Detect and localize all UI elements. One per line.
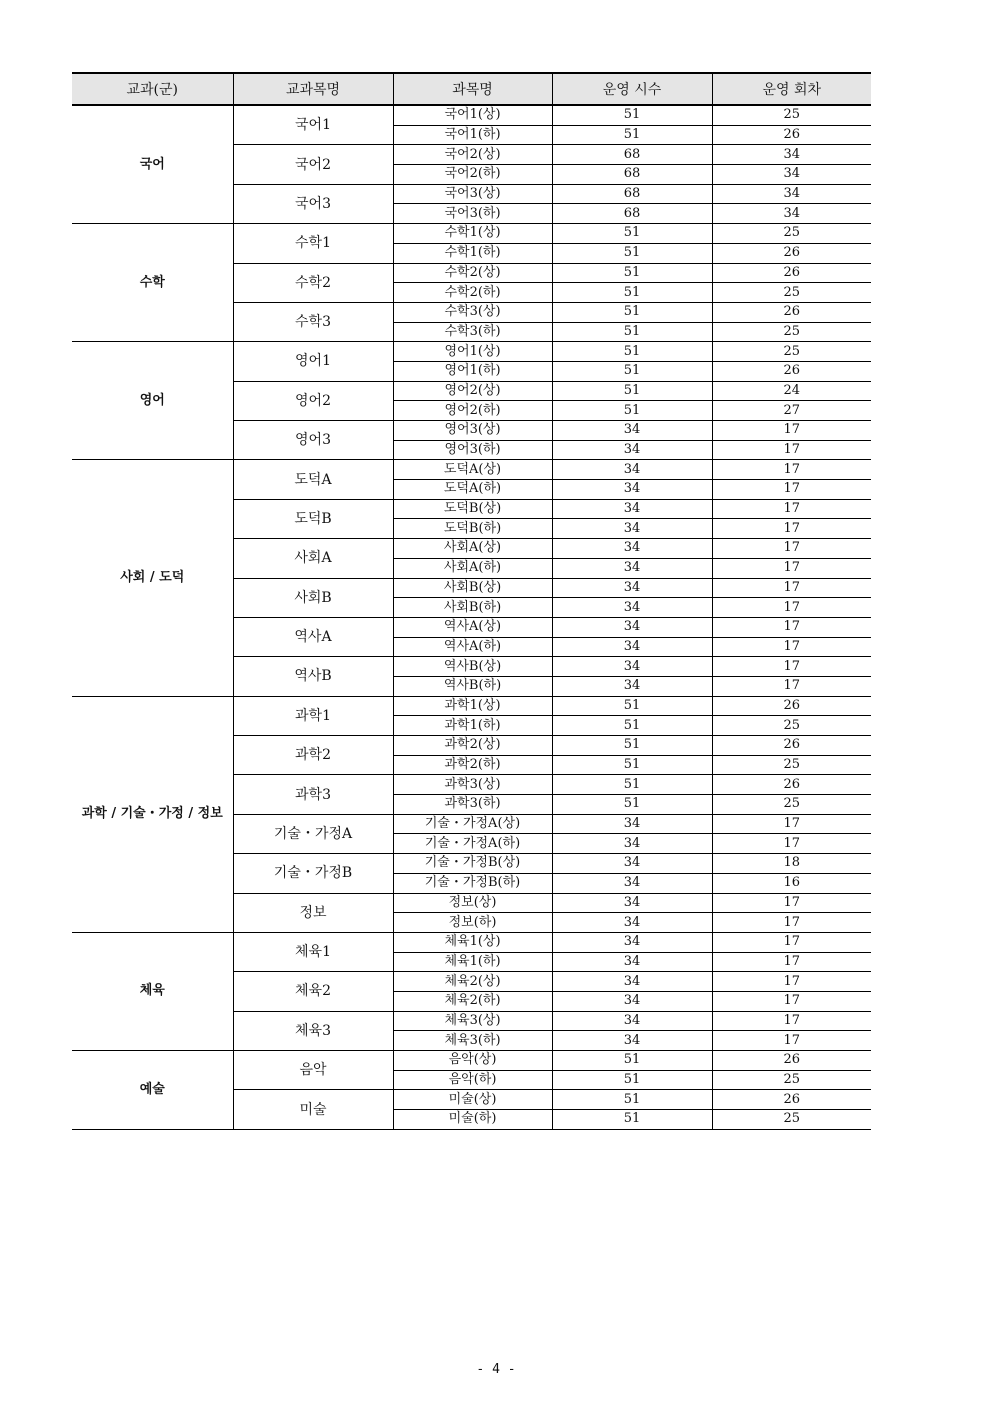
course-cell: 정보	[233, 893, 393, 932]
hours-cell: 51	[552, 775, 712, 795]
hours-cell: 34	[552, 598, 712, 618]
sessions-cell: 34	[712, 184, 871, 204]
hours-cell: 51	[552, 1090, 712, 1110]
group-cell: 국어	[72, 105, 233, 224]
course-cell: 도덕A	[233, 460, 393, 499]
table-row	[72, 460, 871, 480]
hours-cell: 34	[552, 932, 712, 952]
hours-cell: 51	[552, 263, 712, 283]
hours-cell: 51	[552, 243, 712, 263]
subject-cell: 사회A(상)	[393, 539, 552, 559]
sessions-cell: 17	[712, 558, 871, 578]
hours-cell: 34	[552, 637, 712, 657]
sessions-cell: 17	[712, 932, 871, 952]
course-cell: 체육1	[233, 932, 393, 971]
hours-cell: 51	[552, 736, 712, 756]
subject-cell: 역사A(상)	[393, 617, 552, 637]
sessions-cell: 25	[712, 105, 871, 125]
subject-cell: 도덕B(상)	[393, 499, 552, 519]
sessions-cell: 26	[712, 361, 871, 381]
course-cell: 음악	[233, 1051, 393, 1090]
subject-cell: 기술・가정B(하)	[393, 873, 552, 893]
group-cell: 수학	[72, 224, 233, 342]
hours-cell: 34	[552, 499, 712, 519]
course-cell: 과학1	[233, 696, 393, 735]
hours-cell: 68	[552, 184, 712, 204]
sessions-cell: 34	[712, 204, 871, 224]
sessions-cell: 25	[712, 322, 871, 342]
course-cell: 국어3	[233, 184, 393, 223]
sessions-cell: 17	[712, 480, 871, 500]
sessions-cell: 17	[712, 676, 871, 696]
hours-cell: 51	[552, 401, 712, 421]
subject-cell: 도덕B(하)	[393, 519, 552, 539]
sessions-cell: 25	[712, 716, 871, 736]
subject-cell: 국어2(상)	[393, 145, 552, 165]
sessions-cell: 17	[712, 952, 871, 972]
sessions-cell: 24	[712, 381, 871, 401]
sessions-cell: 25	[712, 224, 871, 244]
subject-cell: 수학3(하)	[393, 322, 552, 342]
course-cell: 영어1	[233, 342, 393, 381]
hours-cell: 51	[552, 302, 712, 322]
sessions-cell: 17	[712, 893, 871, 913]
hours-cell: 34	[552, 539, 712, 559]
sessions-cell: 17	[712, 499, 871, 519]
subject-cell: 미술(상)	[393, 1090, 552, 1110]
table-row	[72, 342, 871, 362]
table-body	[72, 105, 871, 1129]
hours-cell: 34	[552, 913, 712, 933]
sessions-cell: 34	[712, 145, 871, 165]
subject-cell: 수학2(상)	[393, 263, 552, 283]
table-row	[72, 1051, 871, 1071]
header-group: 교과(군)	[72, 73, 233, 105]
sessions-cell: 27	[712, 401, 871, 421]
course-cell: 도덕B	[233, 499, 393, 538]
subject-cell: 기술・가정A(상)	[393, 814, 552, 834]
header-sessions: 운영 회차	[712, 73, 871, 105]
sessions-cell: 26	[712, 775, 871, 795]
sessions-cell: 26	[712, 1051, 871, 1071]
subject-cell: 국어3(하)	[393, 204, 552, 224]
hours-cell: 51	[552, 696, 712, 716]
course-cell: 국어1	[233, 105, 393, 145]
sessions-cell: 26	[712, 696, 871, 716]
sessions-cell: 17	[712, 460, 871, 480]
hours-cell: 68	[552, 145, 712, 165]
subject-cell: 도덕A(상)	[393, 460, 552, 480]
course-cell: 체육2	[233, 972, 393, 1011]
subject-cell: 음악(상)	[393, 1051, 552, 1071]
sessions-cell: 17	[712, 913, 871, 933]
hours-cell: 34	[552, 814, 712, 834]
table-header-row	[72, 73, 871, 105]
subject-cell: 기술・가정A(하)	[393, 834, 552, 854]
hours-cell: 34	[552, 1011, 712, 1031]
subject-cell: 수학1(하)	[393, 243, 552, 263]
sessions-cell: 17	[712, 991, 871, 1011]
hours-cell: 51	[552, 125, 712, 145]
table-row	[72, 696, 871, 716]
hours-cell: 51	[552, 1051, 712, 1071]
group-cell: 사회 / 도덕	[72, 460, 233, 696]
curriculum-table	[72, 72, 871, 1130]
group-cell: 영어	[72, 342, 233, 460]
sessions-cell: 26	[712, 263, 871, 283]
subject-cell: 영어3(하)	[393, 440, 552, 460]
course-cell: 영어2	[233, 381, 393, 420]
subject-cell: 미술(하)	[393, 1110, 552, 1130]
subject-cell: 국어1(상)	[393, 105, 552, 125]
table-row	[72, 932, 871, 952]
hours-cell: 34	[552, 657, 712, 677]
header-hours: 운영 시수	[552, 73, 712, 105]
subject-cell: 국어1(하)	[393, 125, 552, 145]
hours-cell: 68	[552, 204, 712, 224]
course-cell: 과학2	[233, 736, 393, 775]
hours-cell: 34	[552, 972, 712, 992]
sessions-cell: 25	[712, 342, 871, 362]
group-cell: 과학 / 기술・가정 / 정보	[72, 696, 233, 932]
subject-cell: 영어1(하)	[393, 361, 552, 381]
hours-cell: 51	[552, 716, 712, 736]
hours-cell: 51	[552, 361, 712, 381]
subject-cell: 음악(하)	[393, 1070, 552, 1090]
sessions-cell: 17	[712, 440, 871, 460]
subject-cell: 역사B(하)	[393, 676, 552, 696]
sessions-cell: 16	[712, 873, 871, 893]
hours-cell: 34	[552, 440, 712, 460]
sessions-cell: 17	[712, 637, 871, 657]
header-course: 교과목명	[233, 73, 393, 105]
group-cell: 예술	[72, 1051, 233, 1130]
course-cell: 기술・가정A	[233, 814, 393, 853]
sessions-cell: 26	[712, 736, 871, 756]
course-cell: 사회A	[233, 539, 393, 578]
sessions-cell: 25	[712, 755, 871, 775]
sessions-cell: 17	[712, 814, 871, 834]
hours-cell: 34	[552, 558, 712, 578]
hours-cell: 51	[552, 105, 712, 125]
hours-cell: 34	[552, 421, 712, 441]
sessions-cell: 26	[712, 302, 871, 322]
subject-cell: 정보(상)	[393, 893, 552, 913]
subject-cell: 수학1(상)	[393, 224, 552, 244]
subject-cell: 체육3(상)	[393, 1011, 552, 1031]
sessions-cell: 34	[712, 165, 871, 185]
sessions-cell: 17	[712, 598, 871, 618]
hours-cell: 51	[552, 1110, 712, 1130]
sessions-cell: 17	[712, 421, 871, 441]
hours-cell: 34	[552, 578, 712, 598]
hours-cell: 34	[552, 991, 712, 1011]
subject-cell: 체육3(하)	[393, 1031, 552, 1051]
group-cell: 체육	[72, 932, 233, 1050]
subject-cell: 수학3(상)	[393, 302, 552, 322]
page-number: - 4 -	[476, 1362, 516, 1377]
subject-cell: 수학2(하)	[393, 283, 552, 303]
hours-cell: 34	[552, 834, 712, 854]
hours-cell: 51	[552, 283, 712, 303]
course-cell: 사회B	[233, 578, 393, 617]
sessions-cell: 17	[712, 578, 871, 598]
sessions-cell: 17	[712, 1031, 871, 1051]
subject-cell: 기술・가정B(상)	[393, 854, 552, 874]
subject-cell: 영어1(상)	[393, 342, 552, 362]
course-cell: 수학3	[233, 302, 393, 341]
course-cell: 수학2	[233, 263, 393, 302]
subject-cell: 사회B(하)	[393, 598, 552, 618]
subject-cell: 사회A(하)	[393, 558, 552, 578]
sessions-cell: 26	[712, 243, 871, 263]
subject-cell: 체육1(상)	[393, 932, 552, 952]
sessions-cell: 25	[712, 1070, 871, 1090]
subject-cell: 과학3(상)	[393, 775, 552, 795]
subject-cell: 도덕A(하)	[393, 480, 552, 500]
sessions-cell: 25	[712, 1110, 871, 1130]
sessions-cell: 18	[712, 854, 871, 874]
subject-cell: 사회B(상)	[393, 578, 552, 598]
header-subject: 과목명	[393, 73, 552, 105]
subject-cell: 체육2(하)	[393, 991, 552, 1011]
subject-cell: 체육2(상)	[393, 972, 552, 992]
hours-cell: 34	[552, 617, 712, 637]
course-cell: 국어2	[233, 145, 393, 184]
hours-cell: 51	[552, 381, 712, 401]
hours-cell: 51	[552, 1070, 712, 1090]
sessions-cell: 26	[712, 1090, 871, 1110]
sessions-cell: 25	[712, 283, 871, 303]
hours-cell: 34	[552, 676, 712, 696]
subject-cell: 과학2(하)	[393, 755, 552, 775]
subject-cell: 영어2(하)	[393, 401, 552, 421]
hours-cell: 34	[552, 480, 712, 500]
sessions-cell: 26	[712, 125, 871, 145]
subject-cell: 영어3(상)	[393, 421, 552, 441]
table-row	[72, 224, 871, 244]
subject-cell: 국어2(하)	[393, 165, 552, 185]
subject-cell: 과학1(하)	[393, 716, 552, 736]
sessions-cell: 17	[712, 972, 871, 992]
subject-cell: 국어3(상)	[393, 184, 552, 204]
course-cell: 수학1	[233, 224, 393, 263]
subject-cell: 과학1(상)	[393, 696, 552, 716]
course-cell: 미술	[233, 1090, 393, 1129]
sessions-cell: 17	[712, 539, 871, 559]
sessions-cell: 17	[712, 657, 871, 677]
sessions-cell: 17	[712, 617, 871, 637]
table-row	[72, 105, 871, 125]
hours-cell: 34	[552, 854, 712, 874]
hours-cell: 34	[552, 1031, 712, 1051]
subject-cell: 영어2(상)	[393, 381, 552, 401]
hours-cell: 34	[552, 519, 712, 539]
subject-cell: 역사B(상)	[393, 657, 552, 677]
sessions-cell: 17	[712, 1011, 871, 1031]
course-cell: 과학3	[233, 775, 393, 814]
sessions-cell: 17	[712, 834, 871, 854]
subject-cell: 과학3(하)	[393, 795, 552, 815]
hours-cell: 51	[552, 322, 712, 342]
hours-cell: 34	[552, 460, 712, 480]
hours-cell: 34	[552, 873, 712, 893]
hours-cell: 34	[552, 952, 712, 972]
hours-cell: 51	[552, 795, 712, 815]
sessions-cell: 17	[712, 519, 871, 539]
hours-cell: 34	[552, 893, 712, 913]
hours-cell: 68	[552, 165, 712, 185]
hours-cell: 51	[552, 224, 712, 244]
course-cell: 체육3	[233, 1011, 393, 1050]
course-cell: 영어3	[233, 421, 393, 460]
subject-cell: 역사A(하)	[393, 637, 552, 657]
course-cell: 기술・가정B	[233, 854, 393, 893]
subject-cell: 과학2(상)	[393, 736, 552, 756]
sessions-cell: 25	[712, 795, 871, 815]
course-cell: 역사B	[233, 657, 393, 696]
subject-cell: 정보(하)	[393, 913, 552, 933]
subject-cell: 체육1(하)	[393, 952, 552, 972]
course-cell: 역사A	[233, 617, 393, 656]
hours-cell: 51	[552, 342, 712, 362]
hours-cell: 51	[552, 755, 712, 775]
